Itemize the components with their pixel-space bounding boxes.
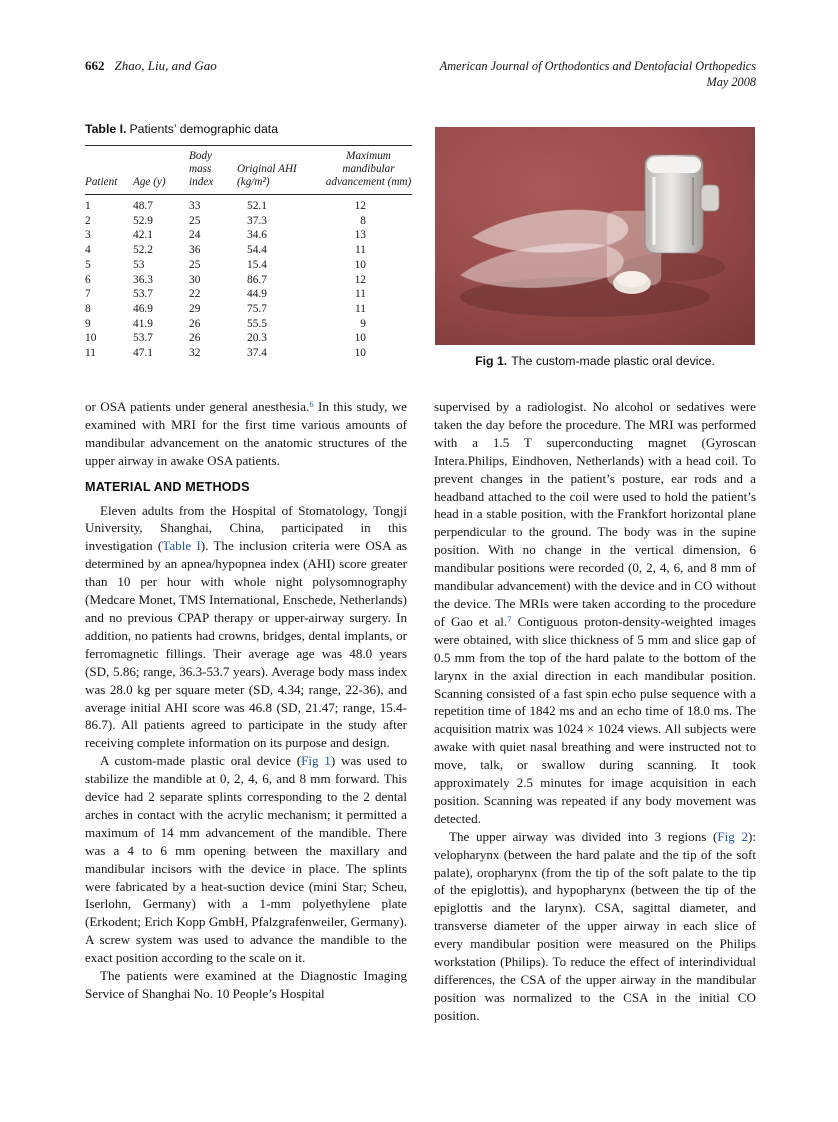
table-cell: 32	[189, 347, 201, 360]
table-cell: 25	[189, 258, 201, 271]
table-row	[85, 214, 412, 229]
table-cell: 10	[85, 332, 97, 345]
crossref-link[interactable]: Table I	[162, 538, 201, 554]
table-row	[85, 258, 412, 273]
text-run: Contiguous proton-density-weighted images were obtained, with slice thickness of 5 mm and slice gap of 0.5 mm from the top of the hard palate to the bottom of the larynx in the axial direction in each mandibular position. Scanning consisted of a fast spin echo pulse sequence with a repetition time of 1842 ms and an echo time of 18.0 ms. The acquisition matrix was 1024 × 1024 views. All subjects were awake with quiet nasal breathing and were instructed not to move, talk, or swallow during scanning. It took approximately 2.5 minutes for image acquisition in each position. Scanning was repeated if any body movement was detected.	[434, 613, 756, 826]
text-run: ) was used to stabilize the mandible at 0, 2, 4, 6, and 8 mm forward. This device had 2 separate splints corresponding to the 2 dental arches in contact with the acrylic mechanism; it permitted a maximum of 14 mm advancement of the mandible. There was a 4 to 6 mm opening between the maxillary and mandibular incisors with the device in place. The splints were fabricated by a heat-suction device (mini Star; Scheu, Iserlohn, Germany) with a 1-mm polyethylene plate (Erkodent; Erich Kopp GmbH, Pfalzgrafenweiler, Germany). A screw system was used to advance the mandible to the exact position according to the scale on it.	[85, 753, 407, 966]
table-cell: 44.9	[247, 288, 267, 301]
table-row	[85, 243, 412, 258]
table-row	[85, 287, 412, 302]
table-cell: 8	[360, 214, 366, 227]
page-number: 662	[85, 58, 105, 73]
table-cell: 22	[189, 288, 201, 301]
table-cell: 10	[354, 347, 366, 360]
table-cell: 24	[189, 229, 201, 242]
table-cell: 3	[85, 229, 91, 242]
table-cell: 9	[360, 317, 366, 330]
right-column	[434, 398, 756, 1025]
table-column-header: Body mass index	[189, 150, 214, 188]
table-cell: 5	[85, 258, 91, 271]
paragraph	[434, 828, 756, 1025]
table-cell: 36	[189, 244, 201, 257]
text-run: or OSA patients under general anesthesia.	[85, 399, 310, 414]
table-cell: 47.1	[133, 347, 153, 360]
paragraph	[85, 752, 407, 967]
table-cell: 12	[354, 273, 366, 286]
crossref-link[interactable]: Fig 2	[717, 828, 748, 844]
table-column-header: Maximum mandibular advancement (mm)	[325, 150, 412, 188]
left-column	[85, 398, 407, 1025]
table-cell: 29	[189, 302, 201, 315]
oral-device-photo	[435, 127, 755, 345]
table-cell: 75.7	[247, 302, 267, 315]
table-cell: 13	[354, 229, 366, 242]
table-cell: 1	[85, 200, 91, 212]
table-row	[85, 228, 412, 243]
text-run: A custom-made plastic oral device (	[100, 753, 302, 769]
journal-title: American Journal of Orthodontics and Dentofacial Orthopedics	[439, 59, 756, 73]
text-run: The upper airway was divided into 3 regions (	[449, 828, 718, 844]
table-cell: 53.7	[133, 332, 153, 345]
table-column-header: Patient	[85, 176, 118, 188]
table-column-header: Original AHI (kg/m²)	[237, 163, 297, 188]
table-cell: 12	[354, 200, 366, 212]
text-run: ). The inclusion criteria were OSA as determined by an apnea/hypopnea index (AHI) score greater than 10 per hour with whole night polysomnography (Medcare Monet, TMS International, Enschede, Netherlands) and no previous CPAP therapy or upper-airway surgery. In addition, no patients had crowns, bridges, dental implants, or ferromagnetic fillings. Their average age was 48.0 years (SD, 5.86; range, 36.3-53.7 years). Average body mass index was 28.0 kg per square meter (SD, 4.34; range, 22-36), and average initial AHI score was 46.8 (SD, 21.47; range, 15.4-86.7). All patients agreed to participate in the study after receiving complete information on its purpose and design.	[85, 538, 407, 751]
table-cell: 20.3	[247, 332, 267, 345]
table-header-row	[85, 146, 412, 195]
table-cell: 34.6	[247, 229, 267, 242]
table-cell: 36.3	[133, 273, 153, 286]
running-head-left	[85, 58, 217, 74]
table-cell: 10	[354, 258, 366, 271]
citation-link[interactable]: 6	[309, 399, 314, 410]
table-cell: 7	[85, 288, 91, 301]
table-cell: 6	[85, 273, 91, 286]
section-heading: MATERIAL AND METHODS	[85, 479, 250, 494]
figure-1-caption	[435, 354, 755, 368]
running-head	[85, 58, 756, 90]
table-cell: 33	[189, 200, 201, 212]
running-authors: Zhao, Liu, and Gao	[114, 58, 217, 73]
table-cell: 30	[189, 273, 201, 286]
crossref-link[interactable]: Fig 1	[301, 753, 331, 769]
table-cell: 8	[85, 302, 91, 315]
demographics-table	[85, 145, 412, 361]
running-head-right	[440, 58, 756, 90]
table-title-text: Patients’ demographic data	[129, 122, 279, 136]
table-cell: 52.9	[133, 214, 153, 227]
table-cell: 55.5	[247, 317, 267, 330]
table-title	[85, 122, 412, 136]
text-run: The patients were examined at the Diagnostic Imaging Service of Shanghai No. 10 People’s Hospital	[85, 968, 407, 1001]
paragraph	[85, 967, 407, 1003]
table-cell: 9	[85, 317, 91, 330]
text-run: supervised by a radiologist. No alcohol or sedatives were taken the day before the procedure. The MRI was performed with a 1.5 T superconducting magnet (Gyroscan Intera.Philips, Eindhoven, Netherlands) with a head coil. To prevent changes in the patient’s posture, ear rods and a headband attached to the coil were used to hold the patient’s head in a stable position, with the Frankfort horizontal plane perpendicular to the ground. The body was in the supine position. With no change in the vertical dimension, 6 mandibular positions were recorded (0, 2, 4, 6, and 8 mm of mandibular advancement) with the device and in CO without the device. The MRIs were taken according to the procedure of Gao et al.	[434, 399, 756, 629]
table-cell: 52.2	[133, 244, 153, 257]
table-cell: 46.9	[133, 302, 153, 315]
table-head	[85, 146, 412, 195]
table-row	[85, 195, 412, 214]
table-cell: 42.1	[133, 229, 153, 242]
text-run: Eleven adults from the Hospital of Stomatology, Tongji University, Shanghai, China, participated in this investigation (	[85, 502, 407, 554]
table-row	[85, 273, 412, 288]
table-cell: 41.9	[133, 317, 153, 330]
table-row	[85, 331, 412, 346]
table-column-header: Age (y)	[133, 176, 166, 188]
table-row	[85, 317, 412, 332]
journal-issue: May 2008	[706, 75, 756, 89]
table-cell: 26	[189, 317, 201, 330]
table-1-block	[85, 122, 412, 361]
table-cell: 2	[85, 214, 91, 227]
table-cell: 11	[355, 288, 366, 301]
table-cell: 11	[355, 244, 366, 257]
table-cell: 52.1	[247, 200, 267, 212]
table-cell: 37.4	[247, 347, 267, 360]
table-cell: 48.7	[133, 200, 153, 212]
table-cell: 10	[354, 332, 366, 345]
table-cell: 11	[85, 347, 96, 360]
table-cell: 25	[189, 214, 201, 227]
table-cell: 86.7	[247, 273, 267, 286]
figure-caption-text: The custom-made plastic oral device.	[511, 354, 715, 368]
figure-1-photo	[435, 127, 755, 345]
table-label: Table I.	[85, 122, 127, 136]
article-body	[85, 398, 756, 1025]
table-cell: 37.3	[247, 214, 267, 227]
text-run: ): velopharynx (between the hard palate and the tip of the soft palate), oropharynx (from the tip of the soft palate to the tip of the epiglottis), and hypopharynx (between the tip of the epiglottis and the larynx). CSA, sagittal diameter, and transverse diameter of the upper airway in each slice of every mandibular position were measured on the Philips workstation (Philips). To reduce the effect of interindividual differences, the CSA of the upper airway in the mandibular position was normalized to the CSA in the initial CO position.	[434, 828, 756, 1023]
table-cell: 26	[189, 332, 201, 345]
paragraph	[434, 398, 756, 828]
table-cell: 15.4	[247, 258, 267, 271]
table-cell: 11	[355, 302, 366, 315]
table-body	[85, 195, 412, 361]
text-run: In this study, we examined with MRI for the first time various amounts of mandibular advancement on the anatomic structures of the upper airway in awake OSA patients.	[85, 399, 407, 468]
paragraph	[85, 398, 407, 470]
figure-1	[435, 127, 755, 368]
paragraph	[85, 502, 407, 753]
table-cell: 54.4	[247, 244, 267, 257]
citation-link[interactable]: 7	[507, 614, 512, 625]
figure-label: Fig 1.	[475, 354, 508, 368]
table-cell: 53.7	[133, 288, 153, 301]
table-row	[85, 346, 412, 361]
table-cell: 53	[133, 258, 145, 271]
table-cell: 4	[85, 244, 91, 257]
table-row	[85, 302, 412, 317]
